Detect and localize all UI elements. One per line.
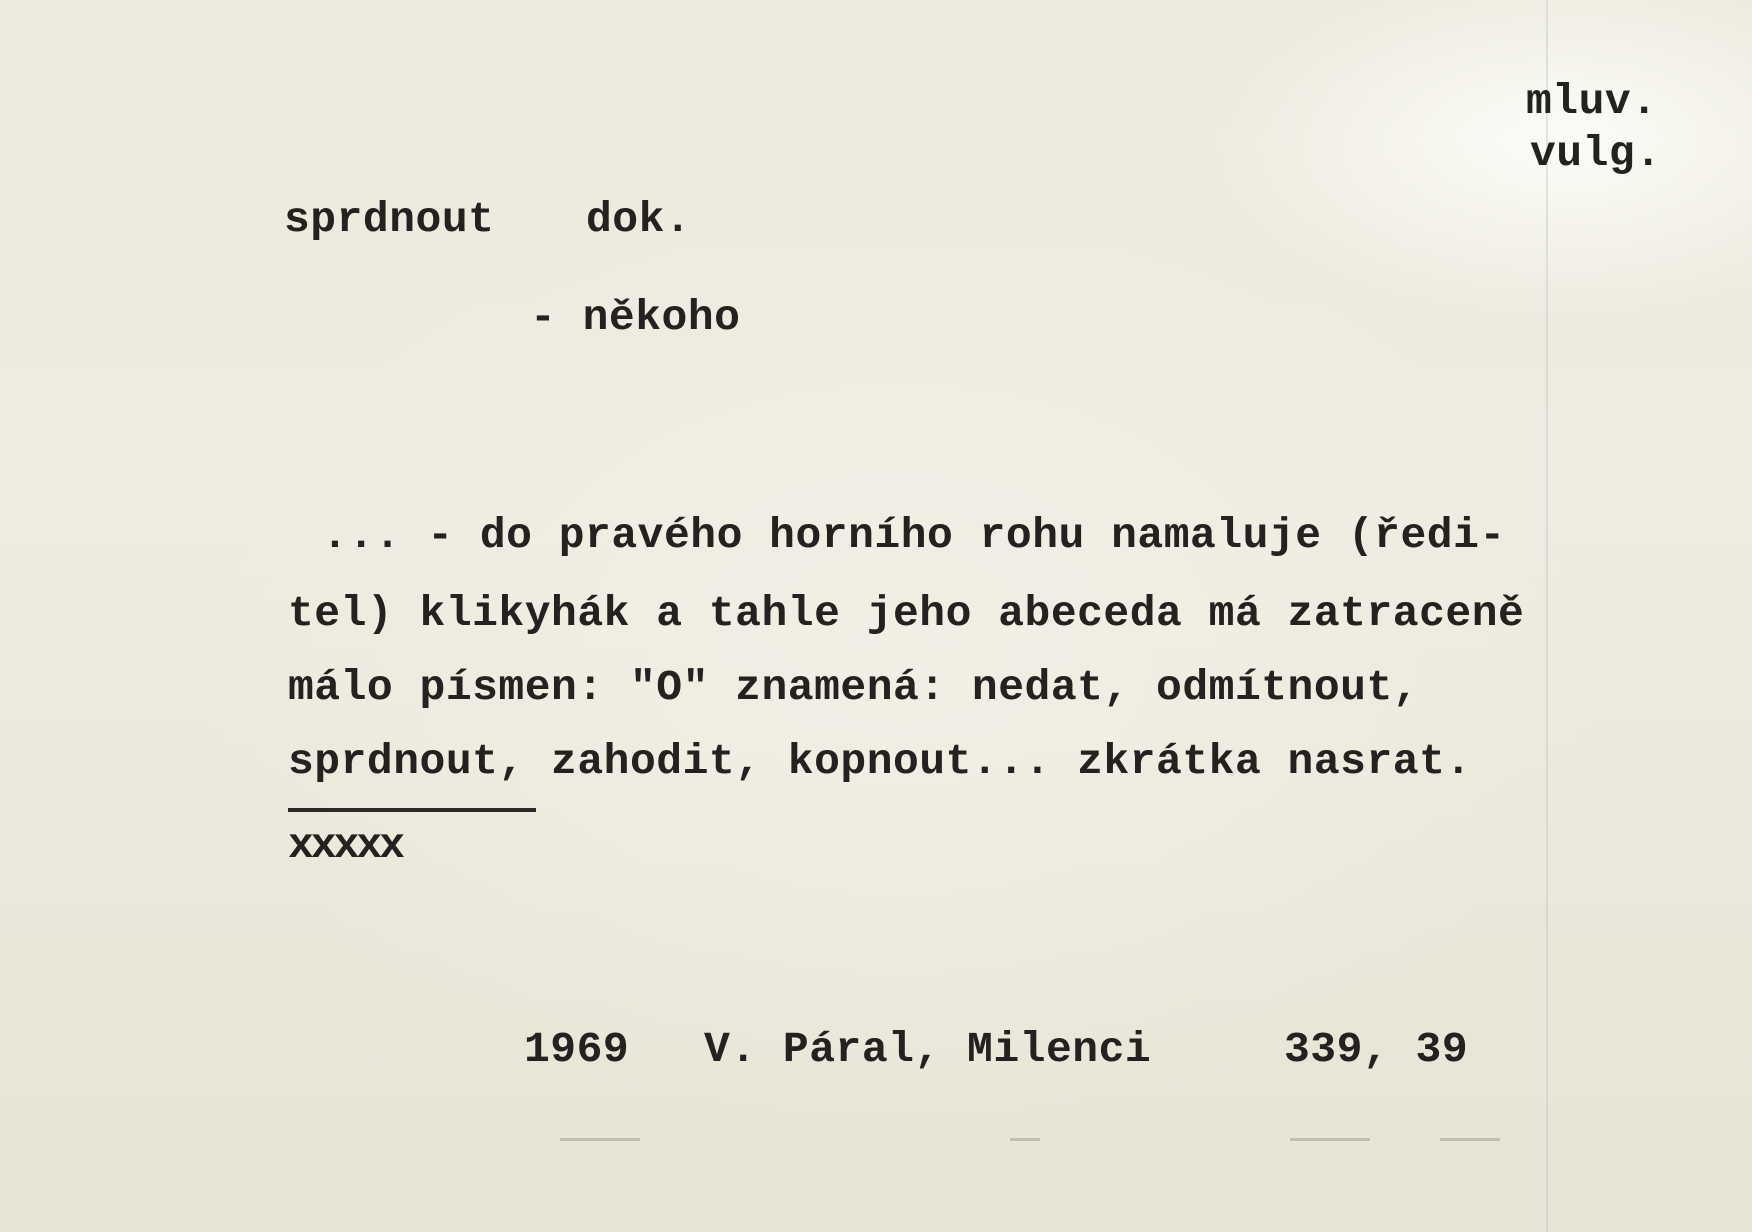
smudge-mark [1290,1138,1370,1141]
struck-out-mark: xxxxx [288,821,403,870]
smudge-mark [1440,1138,1500,1141]
headword-underline [288,808,536,812]
quote-line-1: ... - do pravého horního rohu namaluje (ředi- [322,511,1506,560]
quote-line-3: málo písmen: "O" znamená: nedat, odmítnout, [288,663,1420,712]
quote-line-2: tel) klikyhák a tahle jeho abeceda má zatraceně [288,589,1525,638]
grammar-label: dok. [586,195,692,244]
headword: sprdnout [284,195,495,244]
valency-pattern: - někoho [530,293,741,342]
source-year: 1969 [524,1025,630,1074]
register-label-colloquial: mluv. [1526,77,1658,126]
register-label-vulgar: vulg. [1530,129,1662,178]
source-pages: 339, 39 [1284,1025,1469,1074]
smudge-mark [560,1138,640,1141]
smudge-mark [1010,1138,1040,1141]
source-author-work: V. Páral, Milenci [704,1025,1152,1074]
quote-line-4: sprdnout, zahodit, kopnout... zkrátka nasrat. [288,737,1472,786]
